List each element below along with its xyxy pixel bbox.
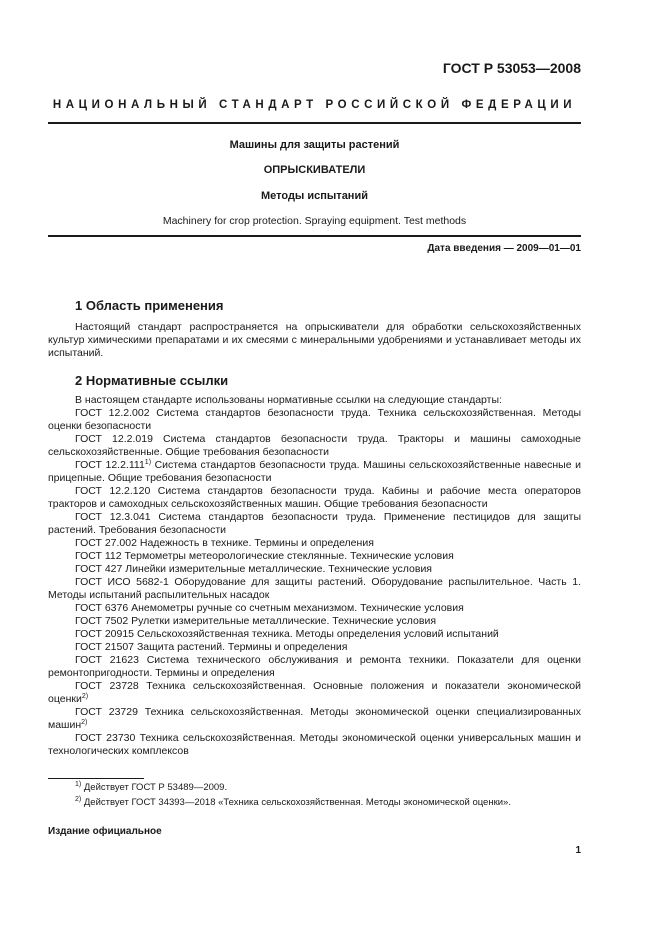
national-standard-banner: НАЦИОНАЛЬНЫЙ СТАНДАРТ РОССИЙСКОЙ ФЕДЕРАЦИИ: [52, 99, 577, 111]
reference-item: ГОСТ 27.002 Надежность в технике. Термины и определения: [75, 537, 374, 549]
section-1-paragraph: Настоящий стандарт распространяется на опрыскиватели для обработки сельскохозяйственных культур химическими препаратами и их смесями с минеральными удобрениями и устанавливает методы их испытаний.: [48, 321, 581, 359]
top-rule: [48, 122, 581, 124]
section-2-intro: В настоящем стандарте использованы нормативные ссылки на следующие стандарты:: [75, 394, 502, 406]
title-subject: Машины для защиты растений: [229, 139, 400, 151]
intro-date: Дата введения — 2009—01—01: [427, 243, 581, 254]
bottom-rule: [48, 235, 581, 237]
reference-item: ГОСТ 12.2.019 Система стандартов безопасности труда. Тракторы и машины самоходные сельскохозяйственные. Общие требования безопасности: [48, 433, 581, 458]
section-2-body: [48, 394, 581, 758]
section-1-body: [48, 321, 581, 360]
title-methods: Методы испытаний: [261, 190, 368, 202]
reference-item: ГОСТ 12.3.041 Система стандартов безопасности труда. Применение пестицидов для защиты растений. Требования безопасности: [48, 511, 581, 536]
reference-item: ГОСТ 21623 Система технического обслуживания и ремонта техники. Показатели для оценки ремонтопригодности. Термины и определения: [48, 654, 581, 679]
reference-item: ГОСТ 12.2.120 Система стандартов безопасности труда. Кабины и рабочие места операторов тракторов и самоходных сельскохозяйственных машин. Общие требования безопасности: [48, 485, 581, 510]
reference-item: ГОСТ 6376 Анемометры ручные со счетным механизмом. Технические условия: [75, 602, 464, 614]
reference-item: ГОСТ 427 Линейки измерительные металлические. Технические условия: [75, 563, 432, 575]
section-1-heading: 1 Область применения: [75, 298, 224, 313]
reference-item: ГОСТ ИСО 5682-1 Оборудование для защиты растений. Оборудование распылительное. Часть 1. Методы испытаний распылительных насадок: [48, 576, 581, 601]
footnote-2: $^{2)}$ Действует ГОСТ 34393—2018 «Техника сельскохозяйственная. Методы экономической оценки».: [75, 796, 511, 808]
title-main: ОПРЫСКИВАТЕЛИ: [263, 164, 366, 176]
section-2-heading: 2 Нормативные ссылки: [75, 373, 229, 388]
reference-item: ГОСТ 21507 Защита растений. Термины и определения: [75, 641, 348, 653]
gost-number: ГОСТ Р 53053—2008: [442, 60, 581, 76]
reference-item: ГОСТ 23730 Техника сельскохозяйственная. Методы экономической оценки универсальных машин и технологических комплексов: [48, 732, 581, 757]
reference-item: ГОСТ 23729 Техника сельскохозяйственная. Методы экономической оценки специализированных машин$^{2)}$: [48, 706, 581, 731]
footnote-rule: [48, 778, 144, 779]
edition-label: Издание официальное: [48, 826, 162, 837]
page-number: 1: [575, 845, 581, 856]
title-english: Machinery for crop protection. Spraying equipment. Test methods: [162, 215, 467, 227]
reference-item: ГОСТ 12.2.111$^{1)}$ Система стандартов безопасности труда. Машины сельскохозяйственные навесные и прицепные. Общие требования безопасности: [48, 459, 581, 484]
reference-item: ГОСТ 112 Термометры метеорологические стеклянные. Технические условия: [75, 550, 454, 562]
reference-item: ГОСТ 12.2.002 Система стандартов безопасности труда. Техника сельскохозяйственная. Методы оценки безопасности: [48, 407, 581, 432]
reference-item: ГОСТ 20915 Сельскохозяйственная техника. Методы определения условий испытаний: [75, 628, 499, 640]
reference-item: ГОСТ 7502 Рулетки измерительные металлические. Технические условия: [75, 615, 437, 627]
footnote-1: $^{1)}$ Действует ГОСТ Р 53489—2009.: [75, 781, 228, 793]
reference-item: ГОСТ 23728 Техника сельскохозяйственная. Основные положения и показатели экономической оценки$^{2)}$: [48, 680, 581, 705]
